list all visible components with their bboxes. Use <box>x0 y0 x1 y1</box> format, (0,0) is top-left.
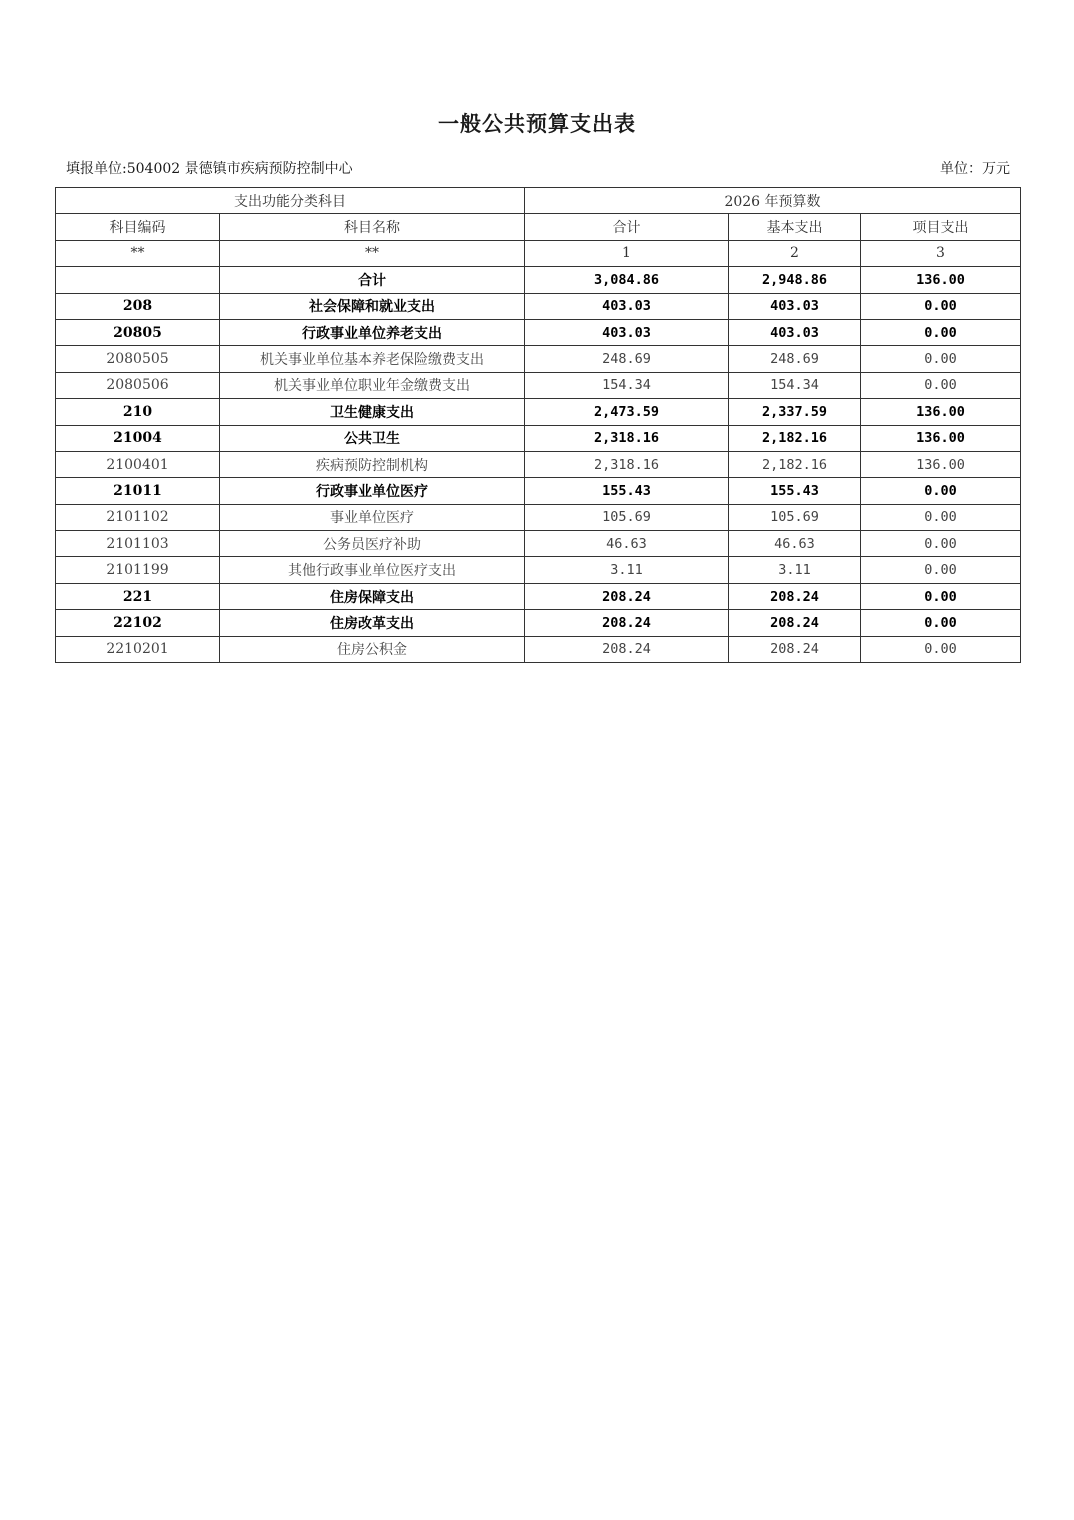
subject-name-cell: 合计 <box>220 267 525 293</box>
table-row <box>56 478 1021 504</box>
subject-code-cell: 21004 <box>56 425 220 451</box>
table-row <box>56 399 1021 425</box>
index-total: 1 <box>525 240 729 266</box>
subject-code-cell: 2100401 <box>56 451 220 477</box>
project-expenditure-cell: 0.00 <box>861 372 1021 398</box>
table-row <box>56 531 1021 557</box>
header-group-row <box>56 188 1021 214</box>
subject-code-cell: 2101103 <box>56 531 220 557</box>
index-basic: 2 <box>729 240 861 266</box>
project-expenditure-cell: 0.00 <box>861 293 1021 319</box>
header-function-category: 支出功能分类科目 <box>56 188 525 214</box>
subject-name-cell: 疾病预防控制机构 <box>220 451 525 477</box>
basic-expenditure-cell: 403.03 <box>729 319 861 345</box>
basic-expenditure-cell: 208.24 <box>729 583 861 609</box>
table-row <box>56 293 1021 319</box>
header-subject-code: 科目编码 <box>56 214 220 240</box>
basic-expenditure-cell: 46.63 <box>729 531 861 557</box>
basic-expenditure-cell: 2,182.16 <box>729 425 861 451</box>
subject-code-cell: 21011 <box>56 478 220 504</box>
table-row <box>56 319 1021 345</box>
subject-name-cell: 住房公积金 <box>220 636 525 662</box>
table-row <box>56 610 1021 636</box>
project-expenditure-cell: 136.00 <box>861 267 1021 293</box>
project-expenditure-cell: 0.00 <box>861 346 1021 372</box>
total-cell: 3.11 <box>525 557 729 583</box>
header-index-row <box>56 240 1021 266</box>
header-project-expenditure: 项目支出 <box>861 214 1021 240</box>
project-expenditure-cell: 0.00 <box>861 478 1021 504</box>
header-total: 合计 <box>525 214 729 240</box>
subject-code-cell: 22102 <box>56 610 220 636</box>
index-code: ** <box>56 240 220 266</box>
subject-name-cell: 公共卫生 <box>220 425 525 451</box>
subject-name-cell: 住房保障支出 <box>220 583 525 609</box>
project-expenditure-cell: 0.00 <box>861 557 1021 583</box>
header-column-row <box>56 214 1021 240</box>
total-cell: 2,318.16 <box>525 425 729 451</box>
project-expenditure-cell: 136.00 <box>861 425 1021 451</box>
total-cell: 403.03 <box>525 293 729 319</box>
subject-name-cell: 行政事业单位养老支出 <box>220 319 525 345</box>
subject-code-cell: 221 <box>56 583 220 609</box>
header-subject-name: 科目名称 <box>220 214 525 240</box>
subject-name-cell: 行政事业单位医疗 <box>220 478 525 504</box>
basic-expenditure-cell: 2,948.86 <box>729 267 861 293</box>
subject-code-cell: 2210201 <box>56 636 220 662</box>
total-cell: 154.34 <box>525 372 729 398</box>
header-basic-expenditure: 基本支出 <box>729 214 861 240</box>
subject-name-cell: 事业单位医疗 <box>220 504 525 530</box>
table-row <box>56 636 1021 662</box>
project-expenditure-cell: 0.00 <box>861 583 1021 609</box>
table-row <box>56 346 1021 372</box>
project-expenditure-cell: 0.00 <box>861 319 1021 345</box>
total-cell: 208.24 <box>525 636 729 662</box>
table-row <box>56 451 1021 477</box>
basic-expenditure-cell: 3.11 <box>729 557 861 583</box>
table-row <box>56 504 1021 530</box>
project-expenditure-cell: 0.00 <box>861 531 1021 557</box>
subject-name-cell: 卫生健康支出 <box>220 399 525 425</box>
table-row <box>56 583 1021 609</box>
table-row <box>56 557 1021 583</box>
project-expenditure-cell: 0.00 <box>861 636 1021 662</box>
subject-code-cell <box>56 267 220 293</box>
subject-name-cell: 机关事业单位职业年金缴费支出 <box>220 372 525 398</box>
subject-code-cell: 2080505 <box>56 346 220 372</box>
total-cell: 155.43 <box>525 478 729 504</box>
total-cell: 3,084.86 <box>525 267 729 293</box>
basic-expenditure-cell: 105.69 <box>729 504 861 530</box>
basic-expenditure-cell: 154.34 <box>729 372 861 398</box>
project-expenditure-cell: 136.00 <box>861 451 1021 477</box>
index-name: ** <box>220 240 525 266</box>
total-cell: 46.63 <box>525 531 729 557</box>
basic-expenditure-cell: 248.69 <box>729 346 861 372</box>
basic-expenditure-cell: 2,337.59 <box>729 399 861 425</box>
subject-name-cell: 其他行政事业单位医疗支出 <box>220 557 525 583</box>
meta-row <box>66 158 1010 180</box>
total-cell: 105.69 <box>525 504 729 530</box>
subject-code-cell: 210 <box>56 399 220 425</box>
table-row <box>56 425 1021 451</box>
basic-expenditure-cell: 208.24 <box>729 636 861 662</box>
basic-expenditure-cell: 208.24 <box>729 610 861 636</box>
subject-code-cell: 2101102 <box>56 504 220 530</box>
index-project: 3 <box>861 240 1021 266</box>
page-title: 一般公共预算支出表 <box>438 111 636 136</box>
subject-code-cell: 20805 <box>56 319 220 345</box>
subject-name-cell: 住房改革支出 <box>220 610 525 636</box>
basic-expenditure-cell: 403.03 <box>729 293 861 319</box>
budget-table <box>55 187 1021 663</box>
total-cell: 2,318.16 <box>525 451 729 477</box>
subject-code-cell: 208 <box>56 293 220 319</box>
total-cell: 2,473.59 <box>525 399 729 425</box>
subject-code-cell: 2101199 <box>56 557 220 583</box>
total-cell: 403.03 <box>525 319 729 345</box>
total-cell: 248.69 <box>525 346 729 372</box>
subject-name-cell: 公务员医疗补助 <box>220 531 525 557</box>
basic-expenditure-cell: 2,182.16 <box>729 451 861 477</box>
subject-name-cell: 机关事业单位基本养老保险缴费支出 <box>220 346 525 372</box>
subject-name-cell: 社会保障和就业支出 <box>220 293 525 319</box>
project-expenditure-cell: 136.00 <box>861 399 1021 425</box>
table-row <box>56 267 1021 293</box>
header-budget-year: 2026 年预算数 <box>525 188 1021 214</box>
total-cell: 208.24 <box>525 583 729 609</box>
basic-expenditure-cell: 155.43 <box>729 478 861 504</box>
subject-code-cell: 2080506 <box>56 372 220 398</box>
table-row <box>56 372 1021 398</box>
total-cell: 208.24 <box>525 610 729 636</box>
project-expenditure-cell: 0.00 <box>861 504 1021 530</box>
currency-unit: 单位：万元 <box>940 161 1010 177</box>
filling-unit: 填报单位:504002 景德镇市疾病预防控制中心 <box>66 161 353 177</box>
project-expenditure-cell: 0.00 <box>861 610 1021 636</box>
